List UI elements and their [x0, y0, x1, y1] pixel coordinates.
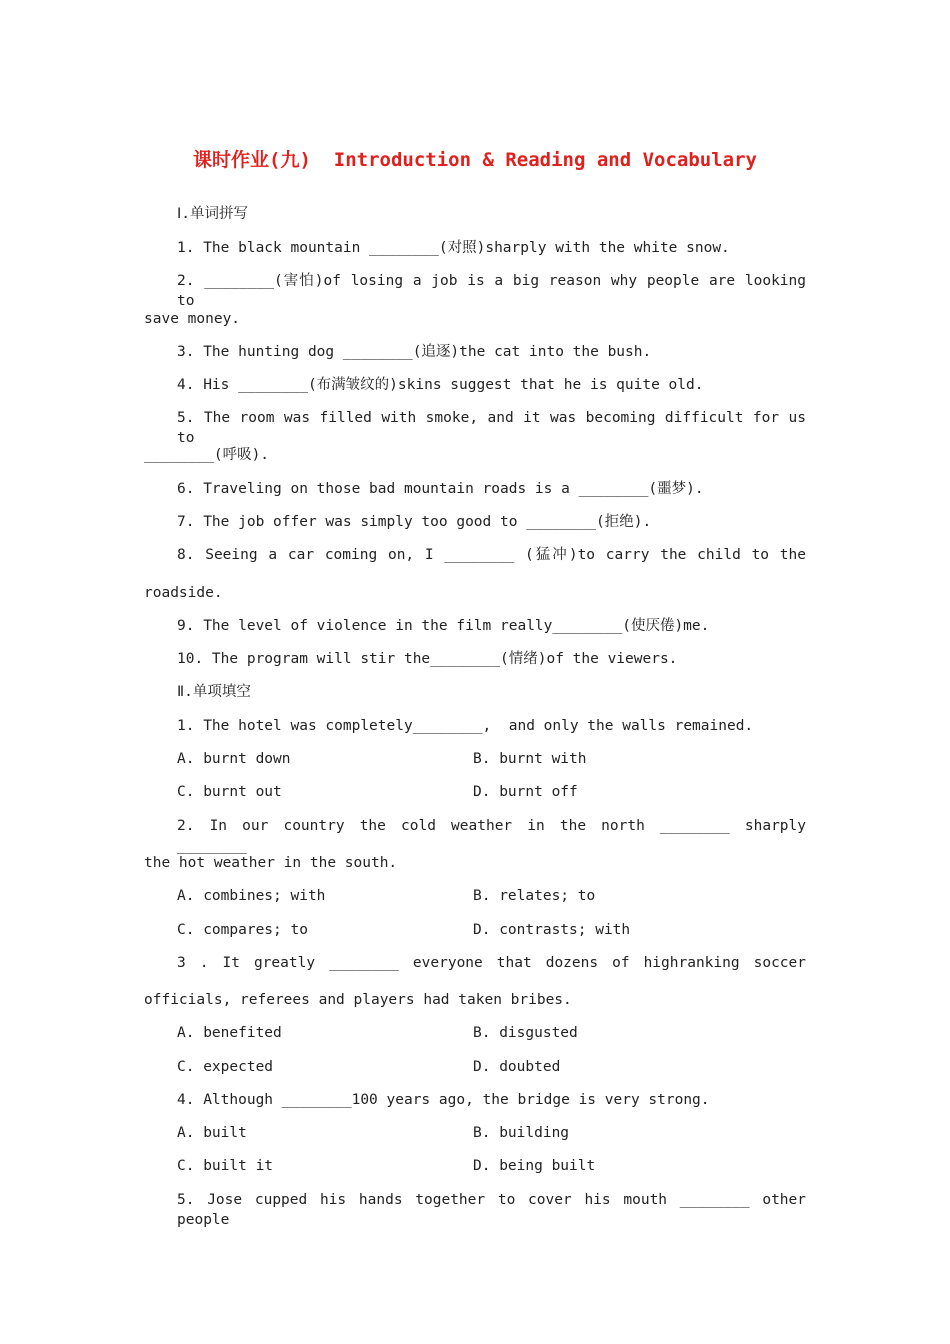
choice-4-option-c: C. built it [177, 1158, 274, 1174]
choice-2-option-a: A. combines; with [177, 888, 326, 904]
choice-1-option-b: B. burnt with [473, 751, 587, 767]
choice-4-option-b: B. building [473, 1125, 570, 1141]
choice-3-option-a: A. benefited [177, 1025, 282, 1041]
choice-1-option-c: C. burnt out [177, 784, 282, 800]
choice-4-option-d: D. being built [473, 1158, 596, 1174]
choice-question-1: 1. The hotel was completely________, and only the walls remained. [177, 718, 754, 734]
section-heading-choice: Ⅱ.单项填空 [177, 684, 251, 700]
choice-4-option-a: A. built [177, 1125, 247, 1141]
choice-1-option-d: D. burnt off [473, 784, 578, 800]
choice-question-4: 4. Although ________100 years ago, the bridge is very strong. [177, 1092, 710, 1108]
spelling-question-9: 9. The level of violence in the film really________(使厌倦)me. [177, 618, 710, 634]
choice-question-2-cont: the hot weather in the south. [144, 855, 398, 871]
spelling-question-2-cont: save money. [144, 311, 241, 327]
choice-question-2: 2. In our country the cold weather in the north ________ sharply ________ [177, 818, 806, 854]
spelling-question-6: 6. Traveling on those bad mountain roads is a ________(噩梦). [177, 481, 704, 497]
choice-3-option-d: D. doubted [473, 1059, 561, 1075]
choice-2-option-d: D. contrasts; with [473, 922, 631, 938]
spelling-question-8-cont: roadside. [144, 585, 223, 601]
choice-3-option-c: C. expected [177, 1059, 274, 1075]
choice-2-option-c: C. compares; to [177, 922, 308, 938]
choice-question-3: 3 . It greatly ________ everyone that dozens of highranking soccer [177, 955, 806, 971]
spelling-question-5: 5. The room was filled with smoke, and it was becoming difficult for us to [177, 410, 806, 446]
spelling-question-4: 4. His ________(布满皱纹的)skins suggest that he is quite old. [177, 377, 704, 393]
choice-question-3-cont: officials, referees and players had taken bribes. [144, 992, 572, 1008]
spelling-question-1: 1. The black mountain ________(对照)sharply with the white snow. [177, 240, 730, 256]
spelling-question-8: 8. Seeing a car coming on, I ________ (猛冲)to carry the child to the [177, 547, 806, 563]
spelling-question-2: 2. ________(害怕)of losing a job is a big reason why people are looking to [177, 273, 806, 309]
page-title: 课时作业(九) Introduction & Reading and Vocabulary [193, 149, 757, 171]
choice-2-option-b: B. relates; to [473, 888, 596, 904]
choice-3-option-b: B. disgusted [473, 1025, 578, 1041]
spelling-question-3: 3. The hunting dog ________(追逐)the cat into the bush. [177, 344, 652, 360]
spelling-question-5-cont: ________(呼吸). [144, 447, 270, 463]
spelling-question-7: 7. The job offer was simply too good to ________(拒绝). [177, 514, 652, 530]
section-heading-spelling: Ⅰ.单词拼写 [177, 206, 249, 222]
choice-question-5: 5. Jose cupped his hands together to cover his mouth ________ other people [177, 1192, 806, 1228]
choice-1-option-a: A. burnt down [177, 751, 291, 767]
spelling-question-10: 10. The program will stir the________(情绪)of the viewers. [177, 651, 678, 667]
